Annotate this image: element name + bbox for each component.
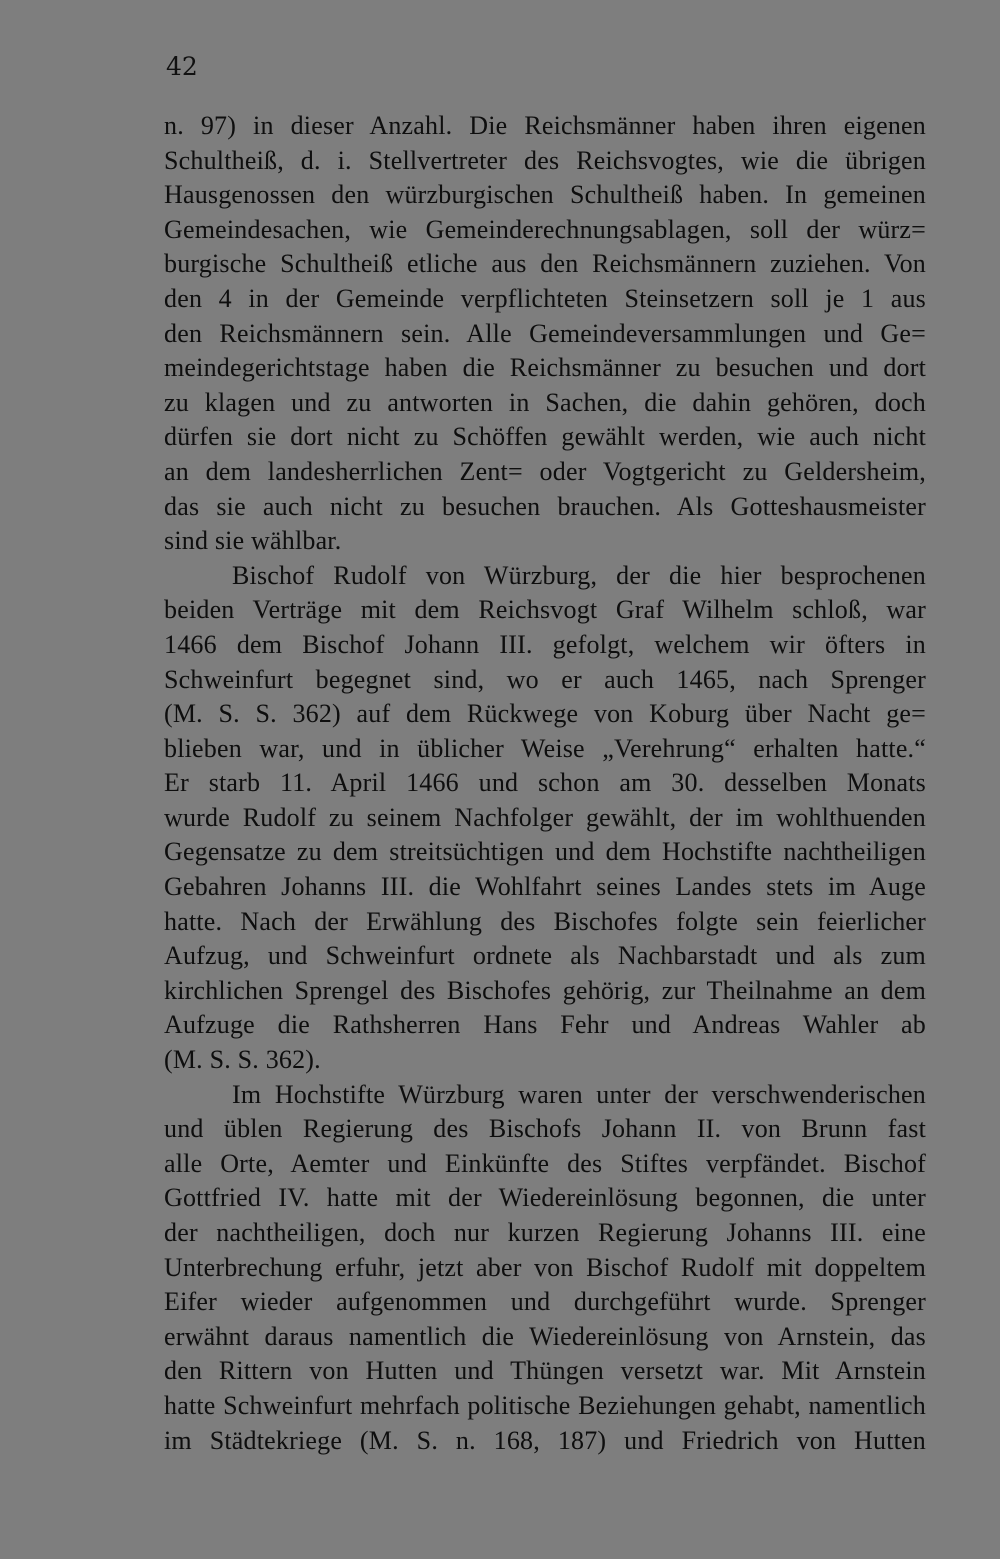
text-line: kirchlichen Sprengel des Bischofes gehörig, zur Theilnahme an dem bbox=[164, 975, 926, 1005]
text-line: Aufzug, und Schweinfurt ordnete als Nachbarstadt und als zum bbox=[164, 941, 926, 971]
text-line: hatte. Nach der Erwählung des Bischofes folgte sein feierlicher bbox=[164, 906, 926, 936]
text-line: Gebahren Johanns III. die Wohlfahrt seines Landes stets im Auge bbox=[164, 872, 926, 902]
text-line: den 4 in der Gemeinde verpflichteten Steinsetzern soll je 1 aus bbox=[164, 283, 926, 313]
text-line: das sie auch nicht zu besuchen brauchen. Als Gotteshausmeister bbox=[164, 491, 926, 521]
text-line: beiden Verträge mit dem Reichsvogt Graf Wilhelm schloß, war bbox=[164, 595, 926, 625]
text-line: zu klagen und zu antworten in Sachen, die dahin gehören, doch bbox=[164, 387, 926, 417]
text-line: hatte Schweinfurt mehrfach politische Beziehungen gehabt, namentlich bbox=[164, 1390, 926, 1420]
text-line: Gemeindesachen, wie Gemeinderechnungsablagen, soll der würz= bbox=[164, 214, 926, 244]
text-line: Schweinfurt begegnet sind, wo er auch 1465, nach Sprenger bbox=[164, 664, 926, 694]
text-line: dürfen sie dort nicht zu Schöffen gewählt werden, wie auch nicht bbox=[164, 422, 926, 452]
text-line: Im Hochstifte Würzburg waren unter der verschwenderischen bbox=[232, 1079, 926, 1109]
text-line: an dem landesherrlichen Zent= oder Vogtgericht zu Geldersheim, bbox=[164, 456, 926, 486]
text-line: den Rittern von Hutten und Thüngen versetzt war. Mit Arnstein bbox=[164, 1356, 926, 1386]
page-number: 42 bbox=[166, 52, 198, 81]
text-line: Unterbrechung erfuhr, jetzt aber von Bischof Rudolf mit doppeltem bbox=[164, 1252, 926, 1282]
text-line: Schultheiß, d. i. Stellvertreter des Reichsvogtes, wie die übrigen bbox=[164, 145, 926, 175]
text-line: und üblen Regierung des Bischofs Johann II. von Brunn fast bbox=[164, 1114, 926, 1144]
text-line: Aufzuge die Rathsherren Hans Fehr und Andreas Wahler ab bbox=[164, 1010, 926, 1040]
text-line: Eifer wieder aufgenommen und durchgeführt wurde. Sprenger bbox=[164, 1287, 926, 1317]
text-line: (M. S. S. 362). bbox=[164, 1045, 321, 1075]
text-line: meindegerichtstage haben die Reichsmänner zu besuchen und dort bbox=[164, 353, 926, 383]
text-line: Hausgenossen den würzburgischen Schultheiß haben. In gemeinen bbox=[164, 180, 926, 210]
text-line: erwähnt daraus namentlich die Wiedereinlösung von Arnstein, das bbox=[164, 1321, 926, 1351]
text-line: burgische Schultheiß etliche aus den Reichsmännern zuziehen. Von bbox=[164, 249, 926, 279]
text-line: alle Orte, Aemter und Einkünfte des Stiftes verpfändet. Bischof bbox=[164, 1148, 926, 1178]
text-line: n. 97) in dieser Anzahl. Die Reichsmänner haben ihren eigenen bbox=[164, 111, 926, 140]
text-line: Bischof Rudolf von Würzburg, der die hier besprochenen bbox=[232, 560, 926, 590]
text-line: Er starb 11. April 1466 und schon am 30. desselben Monats bbox=[164, 768, 926, 798]
body-text bbox=[164, 109, 926, 1458]
text-line: blieben war, und in üblicher Weise „Verehrung“ erhalten hatte.“ bbox=[164, 733, 926, 763]
text-line: Gegensatze zu dem streitsüchtigen und dem Hochstifte nachtheiligen bbox=[164, 837, 926, 867]
text-line: den Reichsmännern sein. Alle Gemeindeversammlungen und Ge= bbox=[164, 318, 926, 348]
text-line: wurde Rudolf zu seinem Nachfolger gewählt, der im wohlthuenden bbox=[164, 802, 926, 832]
text-line: der nachtheiligen, doch nur kurzen Regierung Johanns III. eine bbox=[164, 1218, 926, 1247]
text-line: (M. S. S. 362) auf dem Rückwege von Koburg über Nacht ge= bbox=[164, 699, 926, 729]
text-line: im Städtekriege (M. S. n. 168, 187) und Friedrich von Hutten bbox=[164, 1425, 926, 1455]
text-line: sind sie wählbar. bbox=[164, 526, 342, 556]
text-line: Gottfried IV. hatte mit der Wiedereinlösung begonnen, die unter bbox=[164, 1183, 926, 1213]
text-line: 1466 dem Bischof Johann III. gefolgt, welchem wir öfters in bbox=[164, 629, 926, 659]
